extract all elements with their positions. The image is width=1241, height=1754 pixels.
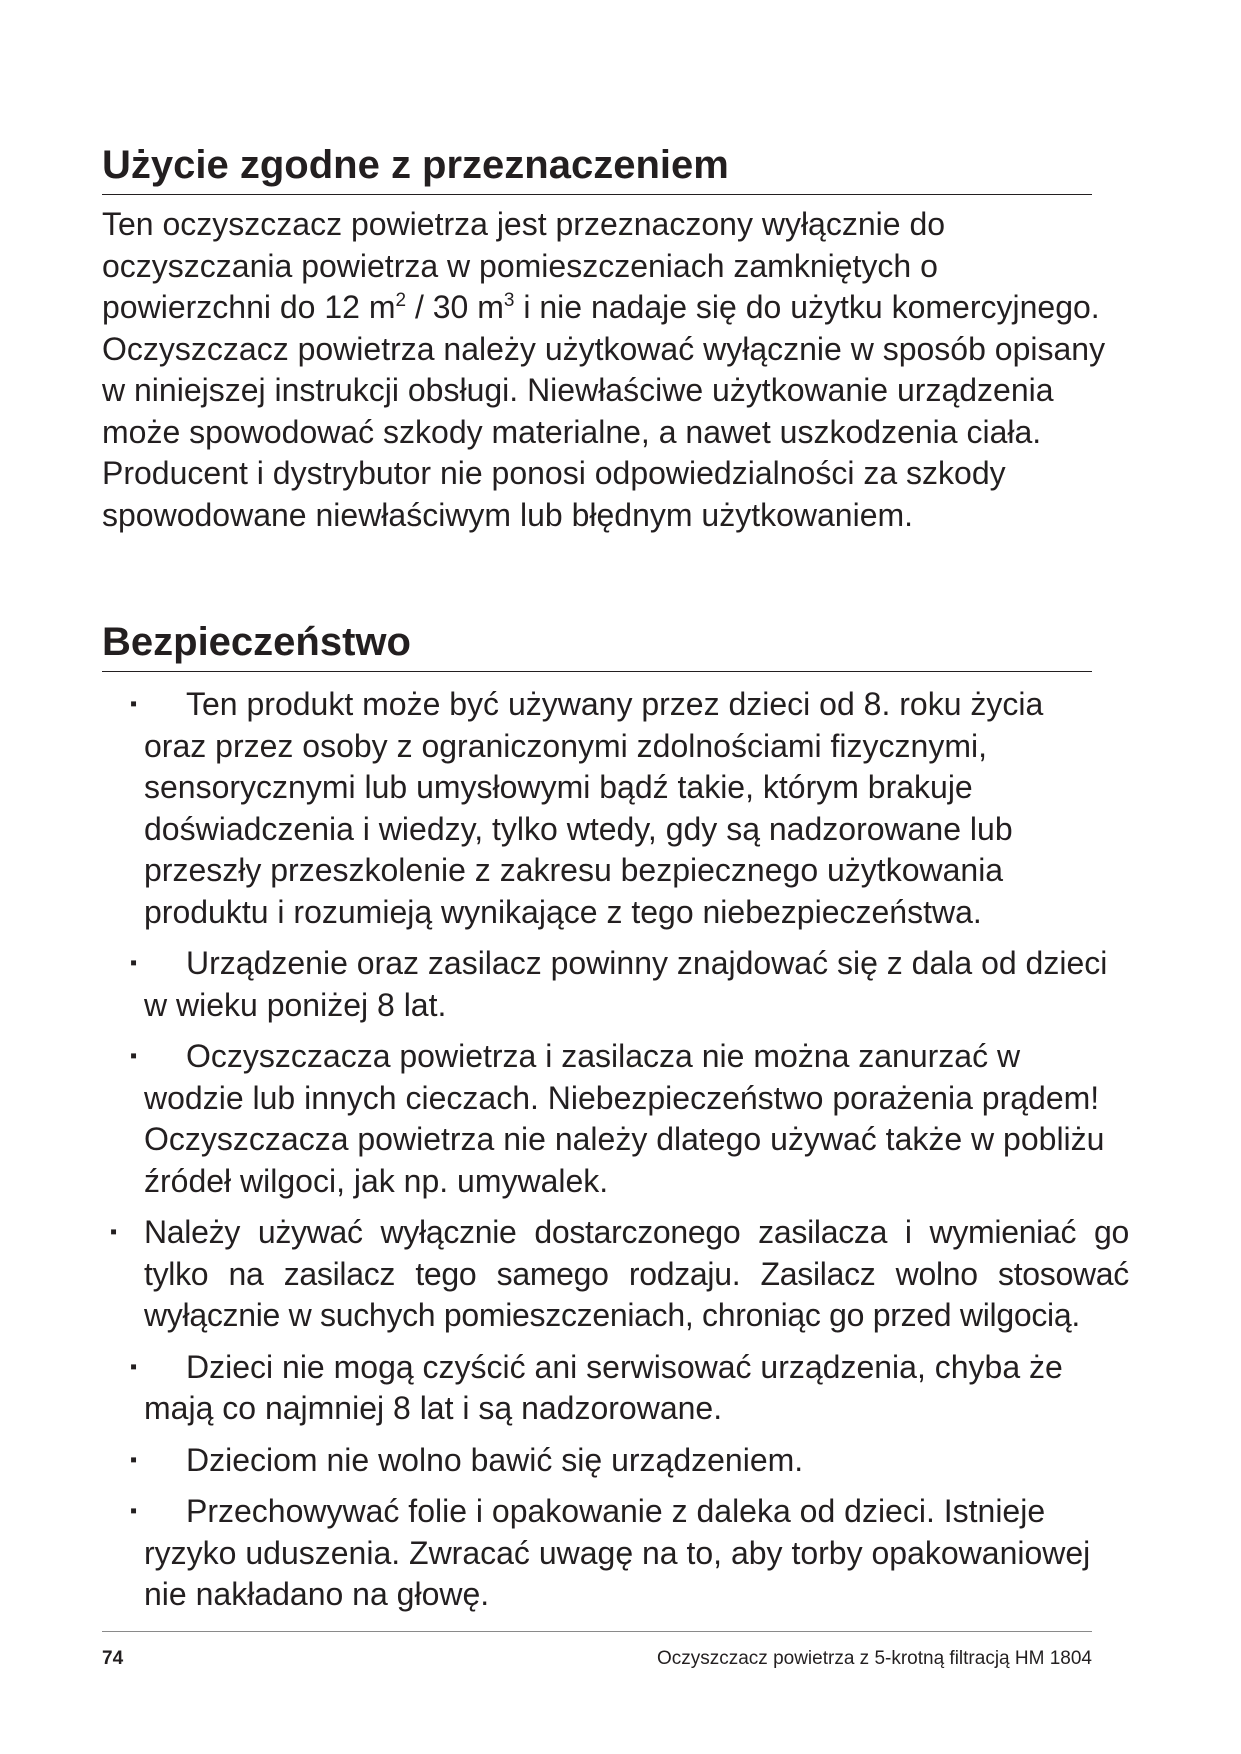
intended-use-text-part2: / 30 m [406, 289, 504, 325]
safety-item-text: Należy używać wyłącznie dostarczonego zasilacza i wymieniać go tylko na zasilacz tego samego rodzaju. Zasilacz wolno stosować wyłącznie w suchych pomieszczeniach, chroniąc go przed wilgocią. [144, 1214, 1129, 1333]
intended-use-text-part1: Ten oczyszczacz powietrza jest przeznaczony wyłącznie do oczyszczania powietrza w pomieszczeniach zamkniętych o powierzchni do 12 m [102, 206, 946, 325]
safety-item [102, 1347, 1112, 1430]
safety-item-text: Oczyszczacza powietrza i zasilacza nie można zanurzać w wodzie lub innych cieczach. Niebezpieczeństwo porażenia prądem! Oczyszczacza powietrza nie należy dlatego używać także w pobliżu źródeł wilgoci, jak np. umywalek. [144, 1038, 1105, 1199]
safety-item [102, 1036, 1112, 1202]
intended-use-heading-rule [102, 194, 1092, 195]
safety-item [102, 1491, 1112, 1616]
bullet-square-icon [130, 684, 144, 731]
bullet-square-icon [130, 1347, 144, 1394]
intended-use-heading: Użycie zgodne z przeznaczeniem [102, 143, 729, 187]
page-number: 74 [102, 1648, 124, 1669]
safety-item-text: Urządzenie oraz zasilacz powinny znajdować się z dala od dzieci w wieku poniżej 8 lat. [144, 945, 1108, 1023]
intended-use-text-part3: i nie nadaje się do użytku komercyjnego. Oczyszczacz powietrza należy użytkować wyłącznie w sposób opisany w niniejszej instrukcji obsługi. Niewłaściwe użytkowanie urządzenia może spowodować szkody materialne, a nawet uszkodzenia ciała. Producent i dystrybutor nie ponosi odpowiedzialności za szkody spowodowane niewłaściwym lub błędnym użytkowaniem. [102, 289, 1106, 533]
safety-list [102, 684, 1129, 1626]
bullet-square-icon [130, 1491, 144, 1538]
safety-item-text: Dzieciom nie wolno bawić się urządzeniem. [186, 1441, 804, 1478]
safety-item [102, 1440, 1112, 1482]
safety-item [102, 943, 1112, 1026]
safety-item-text: Dzieci nie mogą czyścić ani serwisować urządzenia, chyba że mają co najmniej 8 lat i są nadzorowane. [144, 1348, 1063, 1426]
bullet-square-icon [130, 1036, 144, 1083]
bullet-square-icon [130, 1440, 144, 1487]
safety-item [102, 1212, 1129, 1337]
safety-item [102, 684, 1112, 933]
safety-item-text: Przechowywać folie i opakowanie z daleka od dzieci. Istnieje ryzyko uduszenia. Zwracać uwagę na to, aby torby opakowaniowej nie nakładano na głowę. [144, 1493, 1091, 1612]
superscript-cubed: 3 [503, 290, 515, 311]
safety-heading-rule [102, 671, 1092, 672]
safety-item-text: Ten produkt może być używany przez dzieci od 8. roku życia oraz przez osoby z ograniczonymi zdolnościami fizycznymi, sensorycznymi lub umysłowymi bądź takie, którym brakuje doświadczenia i wiedzy, tylko wtedy, gdy są nadzorowane lub przeszły przeszkolenie z zakresu bezpiecznego użytkowania produktu i rozumieją wynikające z tego niebezpieczeństwa. [144, 686, 1044, 930]
intended-use-paragraph [102, 204, 1112, 536]
safety-heading: Bezpieczeństwo [102, 620, 411, 664]
footer-rule [102, 1631, 1092, 1632]
bullet-square-icon [130, 943, 144, 990]
superscript-squared: 2 [395, 290, 407, 311]
footer-product-title: Oczyszczacz powietrza z 5-krotną filtracją HM 1804 [656, 1648, 1092, 1669]
bullet-square-icon [110, 1212, 117, 1259]
